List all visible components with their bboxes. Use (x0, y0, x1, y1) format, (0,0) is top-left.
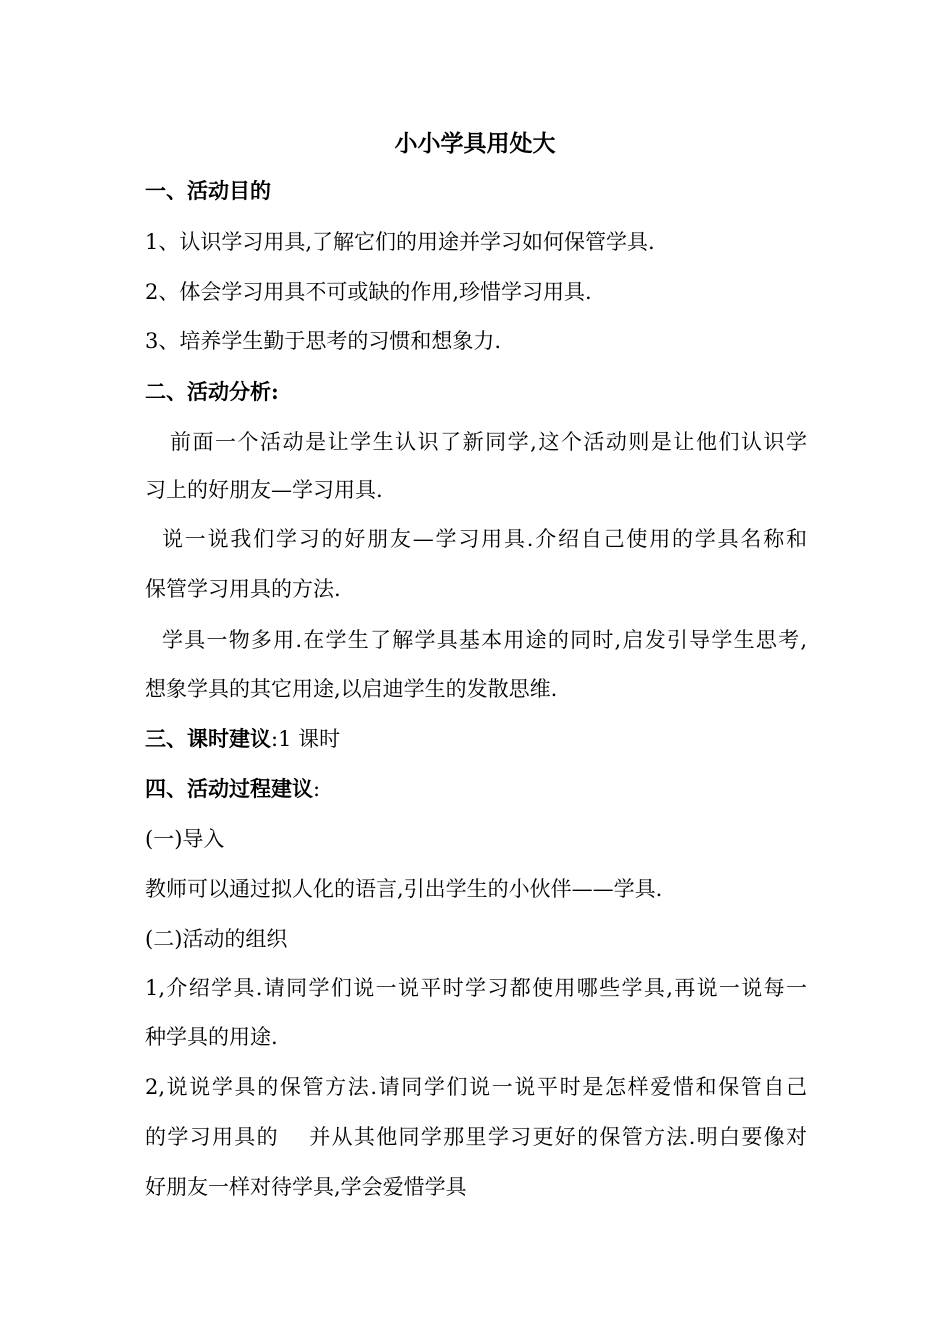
organization-item-2-line-1: 2,说说学具的保管方法.请同学们说一说平时是怎样爱惜和保管自己 (145, 1075, 807, 1099)
section-heading-analysis: 二、活动分析: (145, 379, 279, 404)
organization-item-1-line-1: 1,介绍学具.请同学们说一说平时学习都使用哪些学具,再说一说每一 (145, 976, 807, 1000)
analysis-paragraph-2-line-1: 说一说我们学习的好朋友—学习用具.介绍自己使用的学具名称和 (162, 527, 807, 551)
section-heading-process: 四、活动过程建议 (145, 776, 313, 801)
analysis-paragraph-2-line-2: 保管学习用具的方法. (145, 577, 341, 601)
objective-item-3: 3、培养学生勤于思考的习惯和想象力. (145, 329, 502, 353)
organization-item-1-line-2: 种学具的用途. (145, 1025, 278, 1049)
analysis-paragraph-3-line-2: 想象学具的其它用途,以启迪学生的发散思维. (145, 677, 558, 701)
document-title: 小小学具用处大 (394, 130, 556, 157)
introduction-text: 教师可以通过拟人化的语言,引出学生的小伙伴——学具. (145, 877, 663, 901)
organization-item-2-line-2: 的学习用具的 并从其他同学那里学习更好的保管方法.明白要像对 (145, 1125, 807, 1149)
analysis-paragraph-1-line-1: 前面一个活动是让学生认识了新同学,这个活动则是让他们认识学 (170, 430, 807, 454)
subheading-introduction: (一)导入 (145, 827, 225, 851)
process-heading-colon: : (313, 777, 321, 801)
analysis-paragraph-1-line-2: 习上的好朋友—学习用具. (145, 478, 383, 502)
lesson-hours-value: :1 课时 (271, 727, 341, 751)
organization-item-2-line-3: 好朋友一样对待学具,学会爱惜学具 (145, 1175, 467, 1199)
section-heading-lesson-hours: 三、课时建议 (145, 726, 271, 751)
objective-item-1: 1、认识学习用具,了解它们的用途并学习如何保管学具. (145, 230, 655, 254)
section-lesson-hours (145, 724, 810, 754)
section-process (145, 774, 810, 804)
objective-item-2: 2、体会学习用具不可或缺的作用,珍惜学习用具. (145, 280, 592, 304)
subheading-organization: (二)活动的组织 (145, 927, 288, 951)
section-heading-objectives: 一、活动目的 (145, 178, 271, 203)
analysis-paragraph-3-line-1: 学具一物多用.在学生了解学具基本用途的同时,启发引导学生思考, (162, 628, 807, 652)
